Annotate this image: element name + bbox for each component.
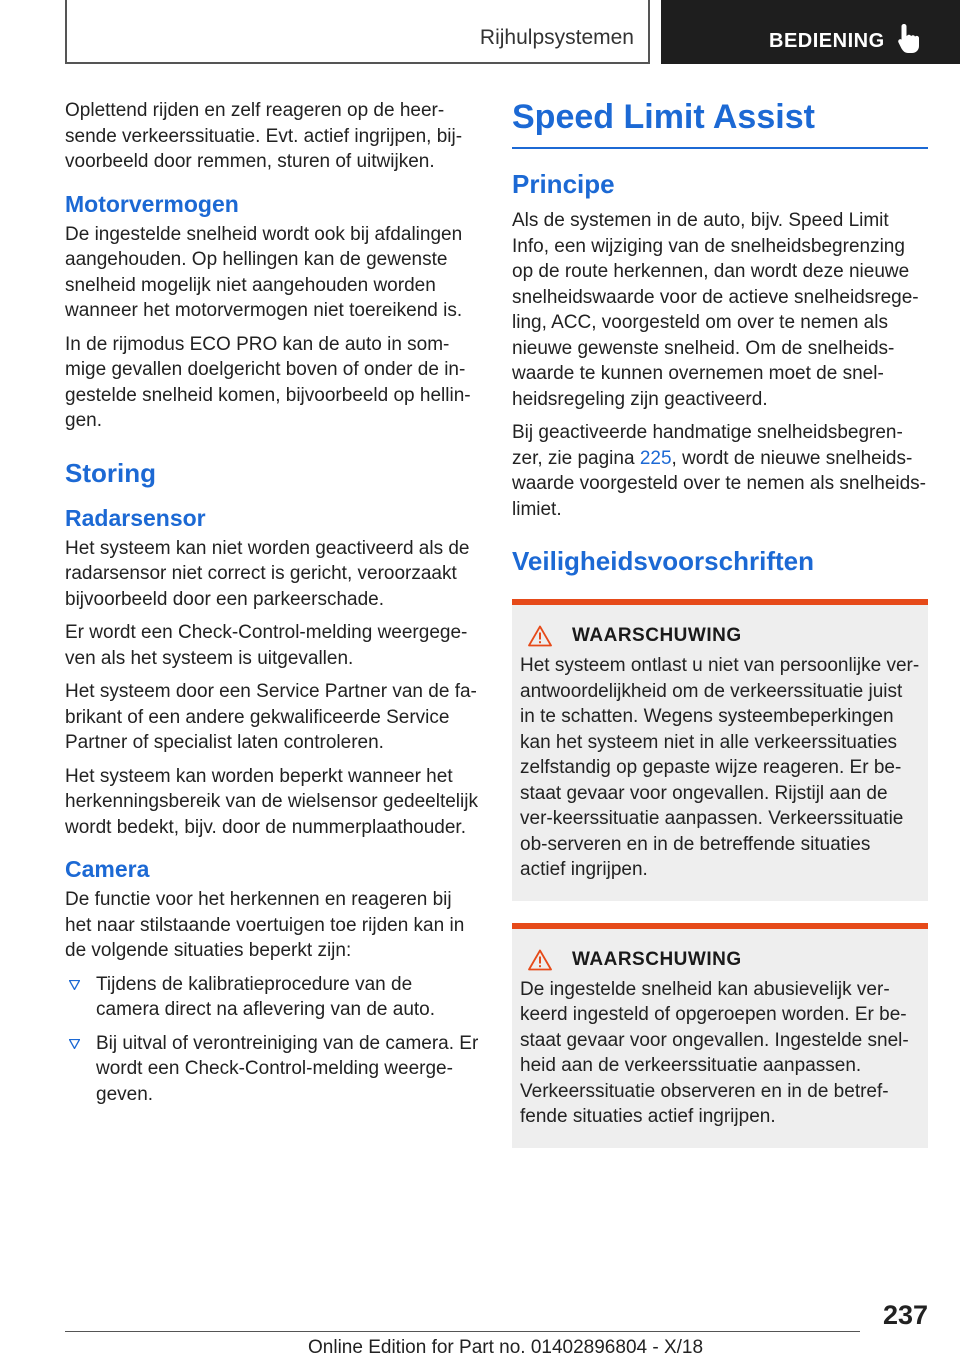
list-item [65,1031,480,1108]
chapter-tab[interactable] [661,0,960,64]
warning-title [520,949,920,971]
list-item-text: Tijdens de kalibratieprocedure van de camera direct na aflevering van de auto. [96,973,436,1020]
section-title: Rijhulpsystemen [479,26,634,49]
motorvermogen-paragraph-2: In de rijmodus ECO PRO kan de auto in som-mige gevallen doelgericht boven of onder de in-gestelde snelheid komen, bijvoorbeeld op hellin-gen. [65,333,471,431]
warning-label: WAARSCHUWING [572,625,742,646]
storing-heading: Storing [65,457,156,488]
warning-title [520,625,920,647]
triangle-bullet-icon [69,1039,80,1049]
warning-box-1 [512,599,928,901]
principe-text-b: , wordt de nieuwe snelheids-waarde voorgesteld over te nemen als snelheids-limiet. [512,447,927,520]
warning-label: WAARSCHUWING [572,948,742,970]
warning-text: De ingestelde snelheid kan abusievelijk ver-keerd ingesteld of opgeroepen worden. Er be-staat gevaar voor ongevallen. Ingestelde snel-heid aan de verkeerssituatie aanpassen. Verkeerssituatie observeren en in de betref-fende situaties actief ingrijpen. [520,978,909,1127]
left-column [65,98,480,1115]
principe-heading: Principe [512,169,615,199]
motorvermogen-heading: Motorvermogen [65,190,239,217]
radarsensor-paragraph-1: Het systeem kan niet worden geactiveerd als de radarsensor niet correct is gericht, veroorzaakt bijvoorbeeld door een parkeerschade. [65,537,470,610]
header-left-rule [65,0,67,64]
right-column [512,98,928,1166]
chapter-label: BEDIENING [769,30,885,52]
triangle-bullet-icon [69,980,80,990]
radarsensor-paragraph-4: Het systeem kan worden beperkt wanneer het herkenningsbereik van de wielsensor gedeeltelijk wordt bedekt, bijv. door de nummerplaathouder. [65,765,478,838]
list-item [65,972,480,1023]
warning-text: Het systeem ontlast u niet van persoonlijke ver-antwoordelijkheid om de verkeerssituatie juist in te schatten. Wegens systeembeperkingen kan het systeem niet in alle verkeerssituaties zelfstandig op gepaste wijze reageren. Er be-staat gevaar voor ongevallen. Rijstijl aan de ver-keerssituatie aanpassen. Verkeerssituatie ob-serveren en in de betreffende situaties actief ingrijpen. [520,655,920,880]
radarsensor-paragraph-3: Het systeem door een Service Partner van de fa-brikant of een andere gekwalificeerde Service Partner of specialist laten controleren. [65,681,477,753]
principe-paragraph-2 [512,420,928,522]
warning-triangle-icon [528,625,552,647]
camera-heading: Camera [65,856,150,882]
principe-paragraph-1: Als de systemen in de auto, bijv. Speed Limit Info, een wijziging van de snelheidsbegrenzing op de route herkennen, dan wordt deze nieuwe snelheidswaarde voor de actieve snelheidsrege-ling, ACC, voorgesteld om over te nemen als nieuwe gewenste snelheid. Om de snelheids-waarde te kunnen overnemen moet de snel-heidsregeling zijn geactiveerd. [512,210,919,410]
camera-list [65,972,480,1108]
motorvermogen-paragraph-1: De ingestelde snelheid wordt ook bij afdalingen aangehouden. Op hellingen kan de gewenste snelheid mogelijk niet aangehouden worden wanneer het motorvermogen niet toereikend is. [65,223,463,321]
principe-text-a: Bij geactiveerde handmatige snelheidsbegren-zer, zie pagina [512,422,903,469]
footer-rule [65,1331,860,1332]
page-title: Speed Limit Assist [512,98,928,149]
warning-box-2 [512,923,928,1148]
page-number: 237 [882,1300,928,1330]
warning-triangle-icon [528,949,552,971]
safety-heading: Veiligheidsvoorschriften [512,546,814,576]
radarsensor-heading: Radarsensor [65,504,206,531]
page-reference-link[interactable]: 225 [639,447,672,469]
header-right-rule [648,0,650,64]
list-item-text: Bij uitval of verontreiniging van de camera. Er wordt een Check-Control-melding weerge-geven. [96,1032,479,1105]
radarsensor-paragraph-2: Er wordt een Check-Control-melding weergege-ven als het systeem is uitgevallen. [65,622,468,669]
header-underline [65,62,650,64]
camera-paragraph: De functie voor het herkennen en reageren bij het naar stilstaande voertuigen toe rijden kan in de volgende situaties beperkt zijn: [65,889,465,961]
hand-pointer-icon [897,22,923,56]
intro-paragraph: Oplettend rijden en zelf reageren op de heer-sende verkeerssituatie. Evt. actief ingrijpen, bij-voorbeeld door remmen, sturen of uitwijken. [65,100,463,172]
edition-text: Online Edition for Part no. 01402896804 - X/18 [308,1337,704,1358]
